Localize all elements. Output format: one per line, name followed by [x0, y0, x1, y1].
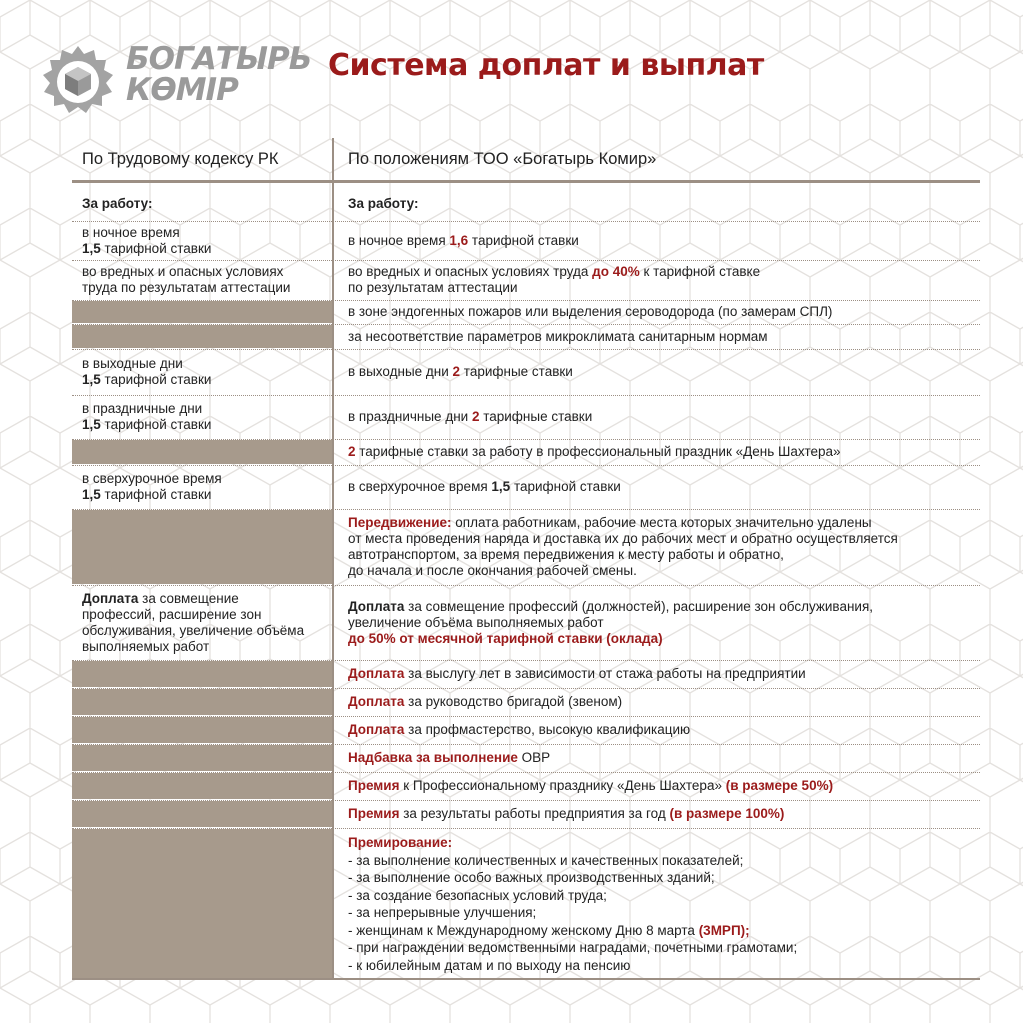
right-cell: [334, 661, 980, 687]
table-row: [72, 745, 980, 771]
saw-cube-icon: [38, 42, 118, 122]
right-value: 2: [348, 444, 356, 459]
right-label: Передвижение:: [348, 515, 452, 530]
list-item: - к юбилейным датам и по выходу на пенсию: [348, 957, 631, 973]
table-row: [72, 689, 980, 715]
left-text: За работу:: [82, 196, 153, 211]
right-cell: [334, 466, 980, 508]
table-row: [72, 440, 980, 464]
left-text: профессий, расширение зон: [82, 607, 262, 622]
right-value: 2: [452, 364, 461, 379]
right-text: к Профессиональному празднику «День Шахтера»: [399, 778, 726, 793]
right-value: 1,6: [449, 232, 469, 248]
list-item-text: - женщинам к Международному женскому Дню 8 марта: [348, 922, 699, 938]
right-label: Доплата: [348, 722, 405, 737]
right-text: оплата работникам, рабочие места которых значительно удалены: [451, 515, 872, 530]
table-row: [72, 301, 980, 323]
right-value: 2: [471, 409, 480, 424]
table-row: [72, 586, 980, 659]
column-divider: [332, 138, 334, 980]
right-text: ОВР: [517, 750, 551, 765]
right-cell: [334, 325, 980, 348]
table-row: [72, 801, 980, 827]
left-text: тарифной ставки: [100, 240, 212, 256]
left-text: в сверхурочное время: [82, 471, 222, 486]
right-text: увеличение объёма выполняемых работ: [348, 614, 604, 630]
right-text: в праздничные дни: [348, 409, 472, 424]
right-label: Доплата: [348, 666, 405, 681]
right-text: за результаты работы предприятия за год: [399, 806, 670, 821]
right-text: до начала и после окончания рабочей смены.: [348, 563, 637, 578]
empty-left-cell: [72, 745, 332, 771]
left-cell: [72, 586, 332, 659]
empty-left-cell: [72, 689, 332, 715]
table-row: [72, 261, 980, 299]
right-label: Доплата: [348, 694, 405, 709]
left-value: 1,5: [82, 487, 101, 502]
list-item-value: (3МРП): [698, 922, 746, 938]
right-cell: [334, 689, 980, 715]
right-text: в зоне эндогенных пожаров или выделения сероводорода (по замерам СПЛ): [348, 304, 833, 319]
page-title: Система доплат и выплат: [328, 48, 764, 83]
right-text: тарифной ставки: [510, 479, 621, 494]
empty-left-cell: [72, 773, 332, 799]
empty-left-cell: [72, 325, 332, 348]
table-row: [72, 350, 980, 394]
right-cell: [334, 261, 980, 299]
right-label: Премия: [348, 806, 400, 821]
right-text: по результатам аттестации: [348, 280, 518, 295]
right-value: до 40%: [592, 264, 640, 279]
right-text: тарифные ставки за работу в профессиональный праздник «День Шахтера»: [355, 444, 841, 459]
table-row: [72, 188, 980, 220]
list-item: - при награждении ведомственными наградами, почетными грамотами;: [348, 940, 798, 955]
right-text: за профмастерство, высокую квалификацию: [404, 722, 691, 737]
table-row: [72, 396, 980, 438]
right-cell: [334, 301, 980, 323]
left-text: труда по результатам аттестации: [82, 280, 291, 295]
left-value: 1,5: [82, 240, 101, 256]
right-cell: [334, 829, 980, 978]
right-cell: [334, 745, 980, 771]
left-value: 1,5: [82, 372, 101, 387]
table-row: [72, 717, 980, 743]
right-cell: [334, 773, 980, 799]
empty-left-cell: [72, 510, 332, 584]
table-row: [72, 466, 980, 508]
left-text: тарифной ставки: [100, 417, 212, 432]
left-text: обслуживания, увеличение объёма: [82, 623, 305, 638]
list-item-text: ;: [745, 922, 750, 938]
logo-line1: БОГАТЫРЬ: [126, 41, 312, 77]
right-text: тарифные ставки: [460, 364, 573, 379]
list-item: - за создание безопасных условий труда;: [348, 887, 607, 903]
empty-left-cell: [72, 717, 332, 743]
left-cell: [72, 396, 332, 438]
right-text: тарифные ставки: [479, 409, 593, 424]
right-value: (в размере 50%): [725, 778, 834, 793]
table-row: [72, 661, 980, 687]
table-row: [72, 829, 980, 978]
left-value: 1,5: [82, 417, 101, 432]
right-cell: [334, 440, 980, 464]
right-label: Премия: [348, 778, 400, 793]
empty-left-cell: [72, 301, 332, 323]
right-text: во вредных и опасных условиях труда: [348, 264, 593, 279]
list-item: - за выполнение особо важных производственных зданий;: [348, 870, 715, 885]
right-cell: [334, 586, 980, 659]
empty-left-cell: [72, 661, 332, 687]
left-text: во вредных и опасных условиях: [82, 264, 284, 279]
header-divider: [72, 180, 980, 183]
company-logo: [38, 41, 312, 122]
header-right: По положениям ТОО «Богатырь Комир»: [348, 150, 657, 168]
right-value: (в размере 100%): [669, 806, 785, 821]
list-item: [348, 922, 966, 940]
right-label: Надбавка за выполнение: [348, 750, 518, 765]
right-text: за совмещение профессий (должностей), расширение зон обслуживания,: [404, 598, 874, 614]
left-text: тарифной ставки: [100, 372, 212, 387]
left-cell: [72, 261, 332, 299]
list-item: - за непрерывные улучшения;: [348, 905, 537, 920]
empty-left-cell: [72, 440, 332, 464]
left-text: тарифной ставки: [100, 487, 212, 502]
left-text: в праздничные дни: [82, 401, 203, 416]
right-text: за несоответствие параметров микроклимата санитарным нормам: [348, 328, 768, 344]
right-cell: [334, 350, 980, 394]
right-text: за выслугу лет в зависимости от стажа работы на предприятии: [404, 666, 806, 681]
left-cell: [72, 222, 332, 259]
right-text: в ночное время: [348, 232, 450, 248]
right-label: Премирование:: [348, 835, 453, 850]
right-cell: [334, 222, 980, 259]
left-text: выполняемых работ: [82, 639, 210, 654]
table-bottom-border: [72, 978, 980, 980]
right-label: Доплата: [348, 598, 405, 614]
left-cell: [72, 188, 332, 220]
right-value: до 50% от месячной тарифной ставки (оклада): [348, 630, 663, 646]
left-cell: [72, 466, 332, 508]
table-row: [72, 773, 980, 799]
left-cell: [72, 350, 332, 394]
right-text: от места проведения наряда и доставка их до рабочих мест и обратно осуществляется: [348, 531, 898, 546]
right-cell: [334, 396, 980, 438]
right-value: 1,5: [491, 479, 511, 494]
right-text: к тарифной ставке: [639, 264, 761, 279]
left-text: в выходные дни: [82, 356, 183, 371]
left-text: в ночное время: [82, 224, 180, 240]
empty-left-cell: [72, 801, 332, 827]
table-row: [72, 510, 980, 584]
right-text: в выходные дни: [348, 364, 453, 379]
left-label: Доплата: [82, 591, 139, 606]
right-cell: [334, 188, 980, 220]
table-row: [72, 325, 980, 348]
right-cell: [334, 717, 980, 743]
right-text: автотранспортом, за время передвижения к месту работы и обратно,: [348, 547, 784, 562]
right-text: За работу:: [348, 196, 419, 211]
right-text: тарифной ставки: [468, 232, 579, 248]
right-text: в сверхурочное время: [348, 479, 492, 494]
right-cell: [334, 510, 980, 584]
right-cell: [334, 801, 980, 827]
empty-left-cell: [72, 829, 332, 978]
header-left: По Трудовому кодексу РК: [82, 150, 279, 168]
right-text: за руководство бригадой (звеном): [404, 694, 623, 709]
logo-line2: КӨМІР: [126, 72, 238, 108]
list-item: - за выполнение количественных и качественных показателей;: [348, 852, 744, 868]
table-row: [72, 222, 980, 259]
left-text: за совмещение: [138, 591, 239, 606]
